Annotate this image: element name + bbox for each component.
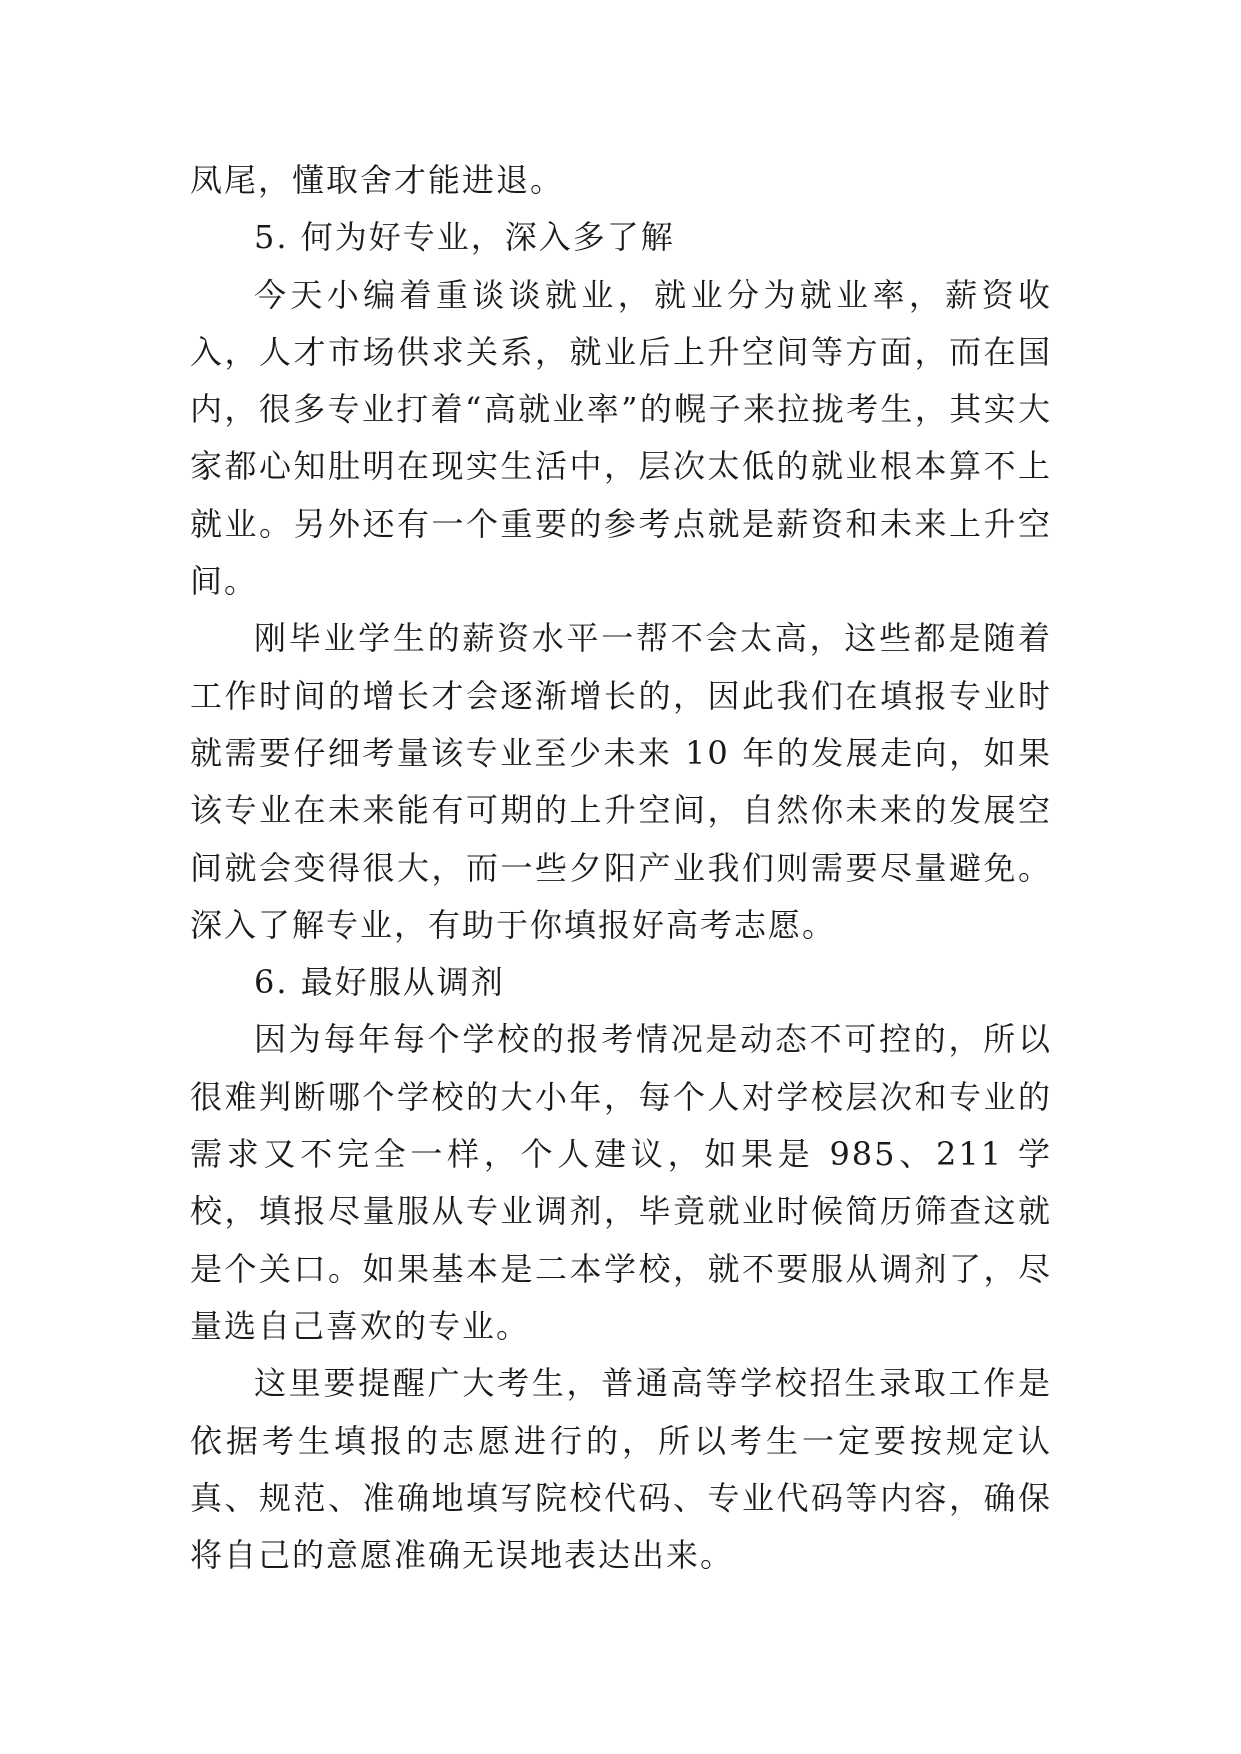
- paragraph-reminder: 这里要提醒广大考生，普通高等学校招生录取工作是依据考生填报的志愿进行的，所以考生一定要按规定认真、规范、准确地填写院校代码、专业代码等内容，确保将自己的意愿准确无误地表达出来。: [190, 1364, 1052, 1575]
- document-page: [190, 152, 1052, 1584]
- paragraph-salary: 刚毕业学生的薪资水平一帮不会太高，这些都是随着工作时间的增长才会逐渐增长的，因此我们在填报专业时就需要仔细考量该专业至少未来 10 年的发展走向，如果该专业在未来能有可期的上升空间，自然你未来的发展空间就会变得很大，而一些夕阳产业我们则需要尽量避免。深入了解专业，有助于你填报好高考志愿。: [190, 619, 1052, 944]
- paragraph-employment: 今天小编着重谈谈就业，就业分为就业率，薪资收入，人才市场供求关系，就业后上升空间等方面，而在国内，很多专业打着“高就业率”的幌子来拉拢考生，其实大家都心知肚明在现实生活中，层次太低的就业根本算不上就业。另外还有一个重要的参考点就是薪资和未来上升空间。: [190, 275, 1052, 601]
- section-heading-5: 5. 何为好专业，深入多了解: [254, 218, 675, 257]
- section-heading-6: 6. 最好服从调剂: [254, 963, 505, 1002]
- paragraph-continuation: 凤尾，懂取舍才能进退。: [190, 161, 565, 199]
- paragraph-adjustment: 因为每年每个学校的报考情况是动态不可控的，所以很难判断哪个学校的大小年，每个人对学校层次和专业的需求又不完全一样，个人建议，如果是 985、211 学校，填报尽量服从专业调剂，毕竟就业时候简历筛查这就是个关口。如果基本是二本学校，就不要服从调剂了，尽量选自己喜欢的专业。: [190, 1020, 1052, 1345]
